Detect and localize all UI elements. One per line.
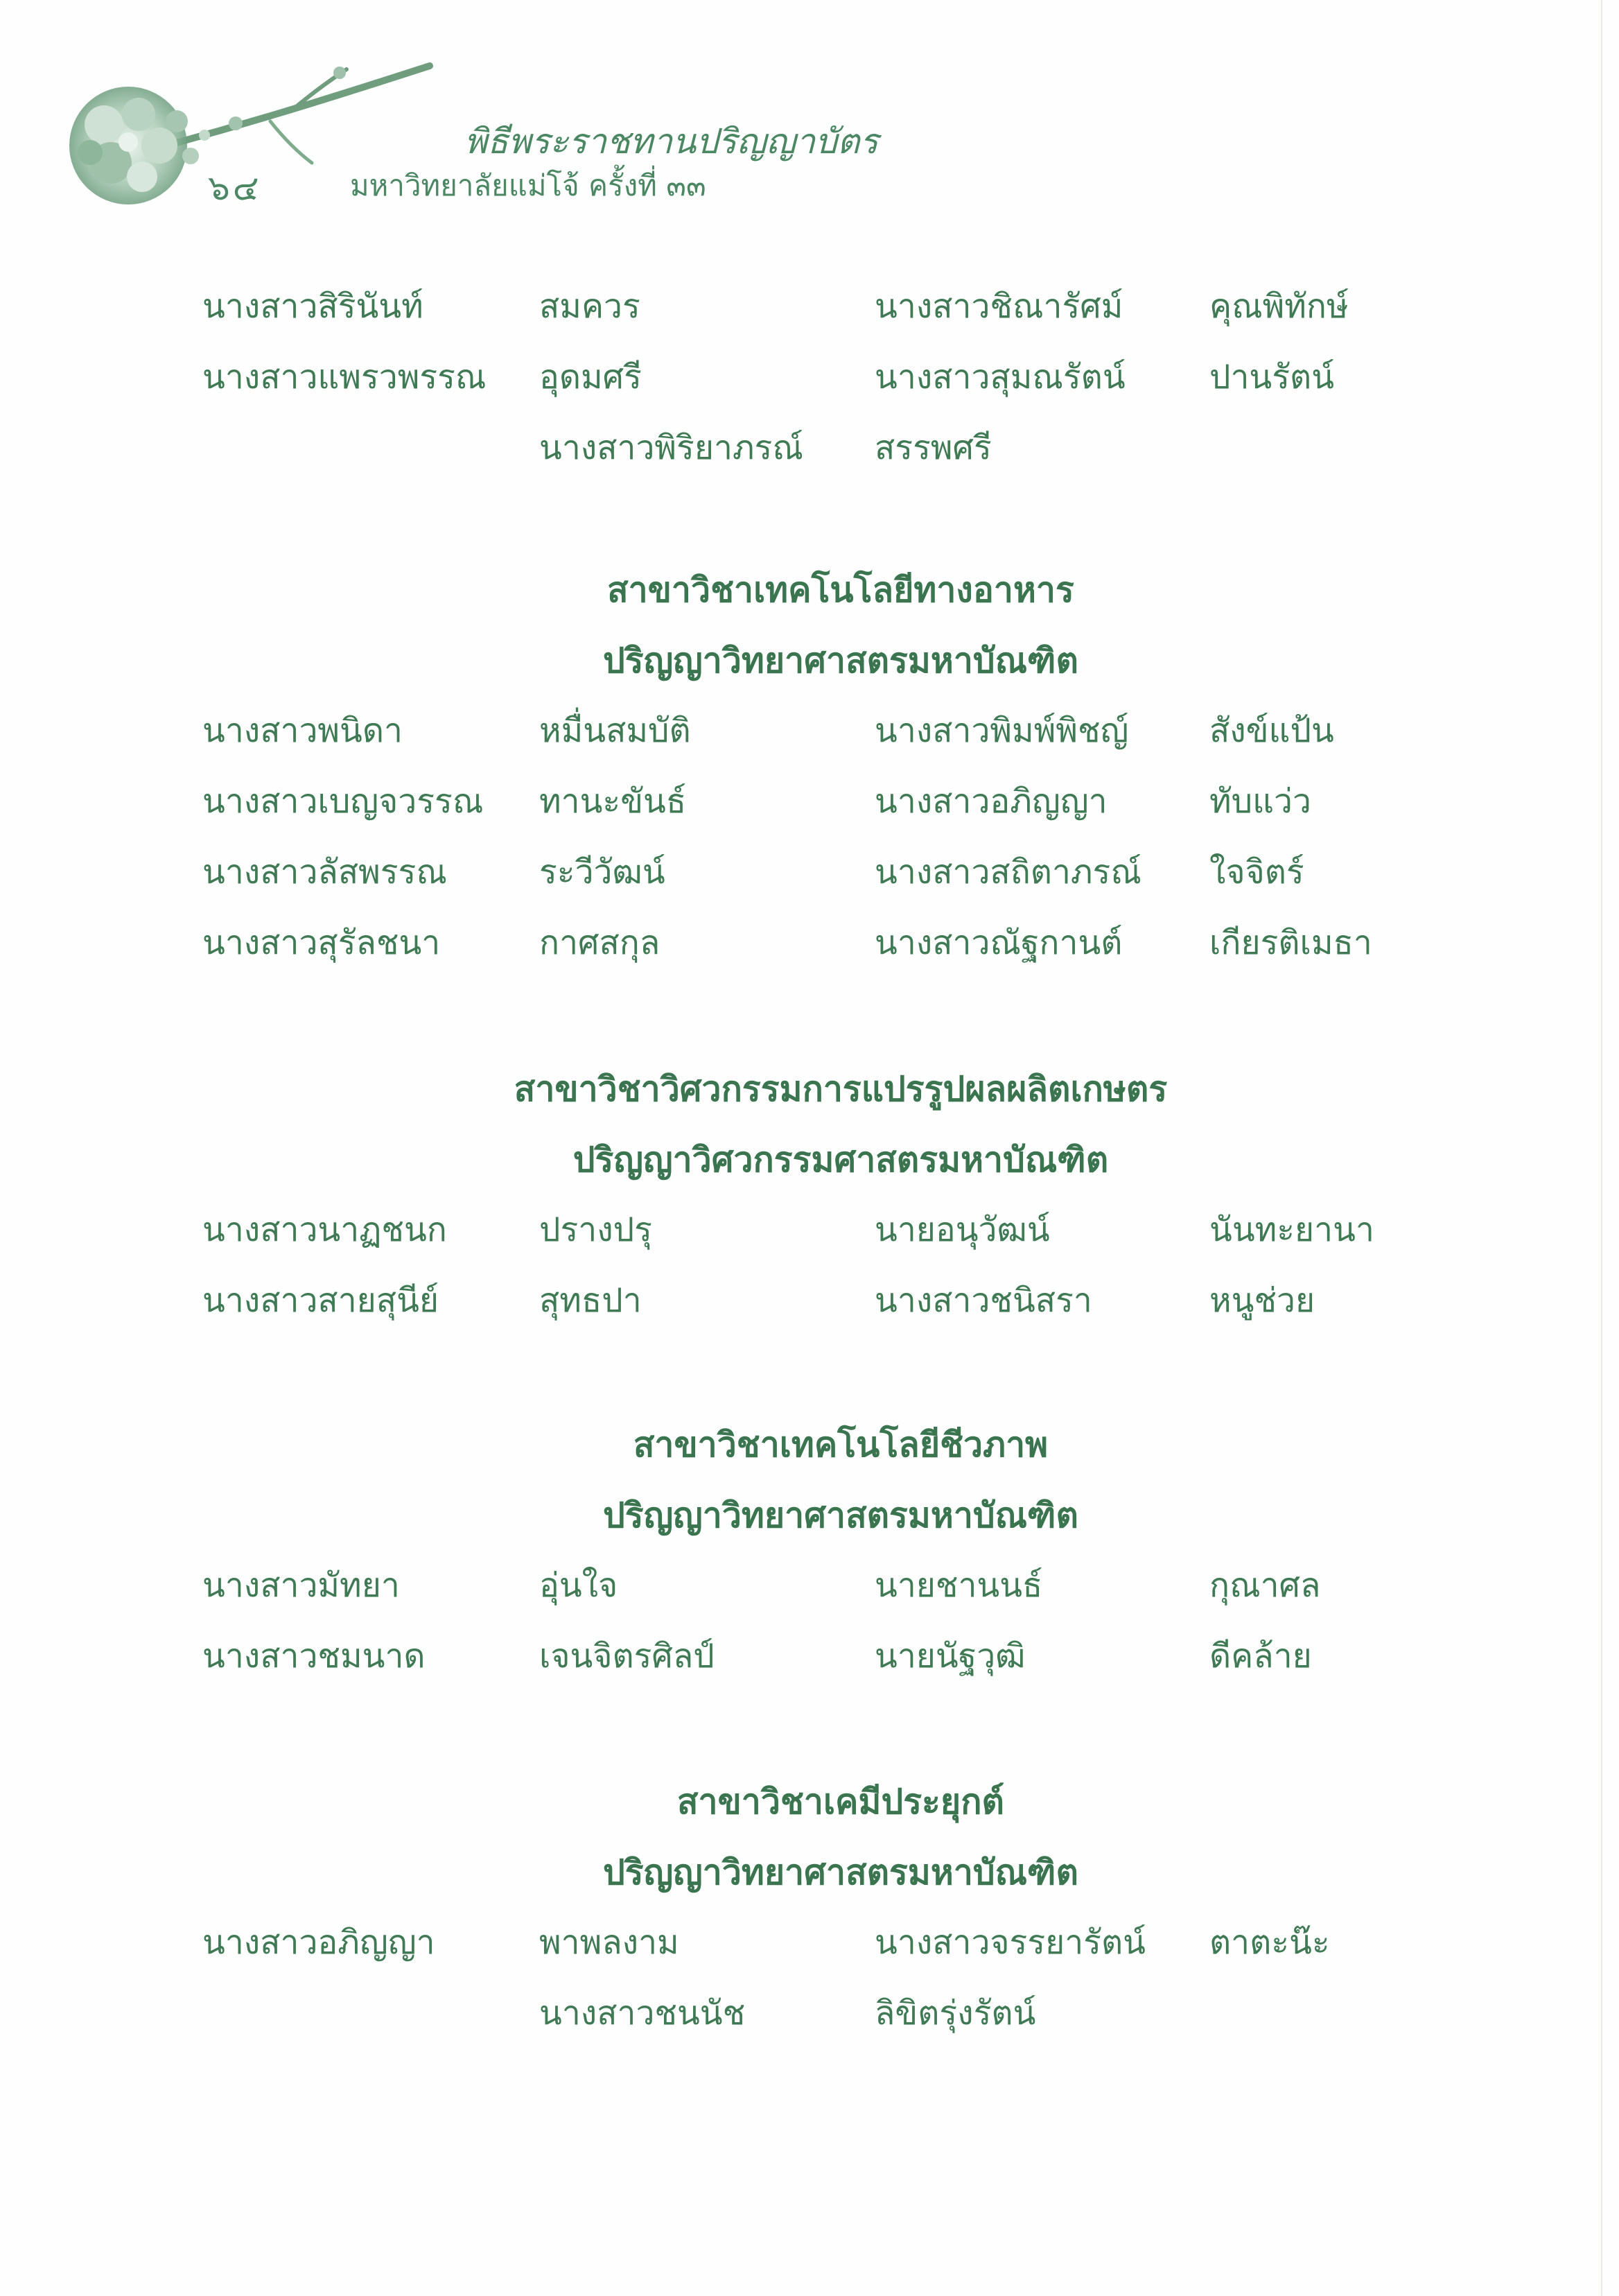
name-row <box>0 421 1619 477</box>
degree-heading: ปริญญาวิศวกรรมศาสตรมหาบัณฑิต <box>572 1139 1109 1180</box>
name-last: พาพลงาม <box>539 1923 679 1962</box>
name-first: นางสาวพิมพ์พิชญ์ <box>875 711 1129 750</box>
name-first: นายอนุวัฒน์ <box>875 1210 1050 1249</box>
name-last: กาศสกุล <box>539 923 660 962</box>
name-row <box>0 280 1619 336</box>
name-last: เกียรติเมธา <box>1209 923 1372 962</box>
major-heading: สาขาวิชาวิศวกรรมการแปรรูปผลผลิตเกษตร <box>514 1068 1168 1109</box>
name-first: นางสาวจรรยารัตน์ <box>875 1923 1146 1962</box>
name-row <box>0 846 1619 901</box>
name-first: นายนัฐวุฒิ <box>875 1637 1026 1676</box>
name-row <box>0 1987 1619 2042</box>
name-first: นางสาวสายสุนีย์ <box>202 1281 439 1320</box>
name-last: สุทธปา <box>539 1281 642 1320</box>
name-first: นางสาวลัสพรรณ <box>202 853 447 892</box>
name-first: นางสาวชนนัช <box>539 1994 746 2033</box>
name-row <box>0 916 1619 972</box>
name-row <box>0 775 1619 830</box>
name-last: ลิขิตรุ่งรัตน์ <box>875 1994 1036 2033</box>
name-first: นางสาวแพรวพรรณ <box>202 358 487 397</box>
ceremony-title: พิธีพระราชทานปริญญาบัตร <box>464 121 879 162</box>
name-first: นางสาวสถิตาภรณ์ <box>875 853 1141 892</box>
major-heading: สาขาวิชาเคมีประยุกต์ <box>677 1781 1004 1822</box>
name-first: นางสาวชมนาด <box>202 1637 426 1676</box>
name-last: คุณพิทักษ์ <box>1209 287 1349 326</box>
major-heading: สาขาวิชาเทคโนโลยีชีวภาพ <box>633 1424 1049 1465</box>
name-last: ตาตะน๊ะ <box>1209 1923 1330 1962</box>
name-first: นางสาวอภิญญา <box>875 782 1108 821</box>
name-last: ปรางปรุ <box>539 1210 652 1249</box>
name-first: นางสาวมัทยา <box>202 1566 400 1605</box>
name-row <box>0 1559 1619 1615</box>
name-first: นางสาวณัฐกานต์ <box>875 923 1123 962</box>
name-last: อุ่นใจ <box>539 1566 618 1605</box>
name-last: หนูช่วย <box>1209 1281 1315 1320</box>
name-first: นางสาวพิริยาภรณ์ <box>539 428 803 467</box>
name-first: นางสาวนาฏชนก <box>202 1210 447 1249</box>
degree-heading: ปริญญาวิทยาศาสตรมหาบัณฑิต <box>602 1495 1079 1536</box>
degree-heading: ปริญญาวิทยาศาสตรมหาบัณฑิต <box>602 1852 1079 1893</box>
name-last: ใจจิตร์ <box>1209 853 1304 892</box>
name-last: ปานรัตน์ <box>1209 358 1334 397</box>
name-first: นางสาวสุมณรัตน์ <box>875 358 1126 397</box>
name-last: กุณาศล <box>1209 1566 1321 1605</box>
name-last: นันทะยานา <box>1209 1210 1374 1249</box>
page-header <box>0 0 1619 229</box>
name-first: นายชานนธ์ <box>875 1566 1043 1605</box>
name-row <box>0 1274 1619 1330</box>
name-last: ระวีวัฒน์ <box>539 853 665 892</box>
name-first: นางสาวสุรัลชนา <box>202 923 441 962</box>
name-last: สมควร <box>539 287 640 326</box>
major-heading: สาขาวิชาเทคโนโลยีทางอาหาร <box>607 569 1074 610</box>
name-last: สรรพศรี <box>875 428 992 467</box>
name-first: นางสาวชนิสรา <box>875 1281 1092 1320</box>
name-row <box>0 1203 1619 1259</box>
name-last: เจนจิตรศิลป์ <box>539 1637 715 1676</box>
name-last: สังข์แป้น <box>1209 711 1334 750</box>
name-row <box>0 351 1619 406</box>
name-last: ดีคล้าย <box>1209 1637 1312 1676</box>
name-last: ทับแว่ว <box>1209 782 1311 821</box>
name-last: อุดมศรี <box>539 358 642 397</box>
name-row <box>0 1630 1619 1685</box>
degree-heading: ปริญญาวิทยาศาสตรมหาบัณฑิต <box>602 640 1079 681</box>
name-first: นางสาวพนิดา <box>202 711 403 750</box>
name-first: นางสาวอภิญญา <box>202 1923 435 1962</box>
name-last: ทานะขันธ์ <box>539 782 687 821</box>
name-row <box>0 704 1619 760</box>
name-first: นางสาวเบญจวรรณ <box>202 782 484 821</box>
name-first: นางสาวชิณารัศม์ <box>875 287 1123 326</box>
ceremony-subtitle: มหาวิทยาลัยแม่โจ้ ครั้งที่ ๓๓ <box>350 168 706 202</box>
name-first: นางสาวสิรินันท์ <box>202 287 423 326</box>
name-last: หมื่นสมบัติ <box>539 711 691 750</box>
name-row <box>0 1916 1619 1972</box>
page-number: ๖๔ <box>208 168 262 208</box>
